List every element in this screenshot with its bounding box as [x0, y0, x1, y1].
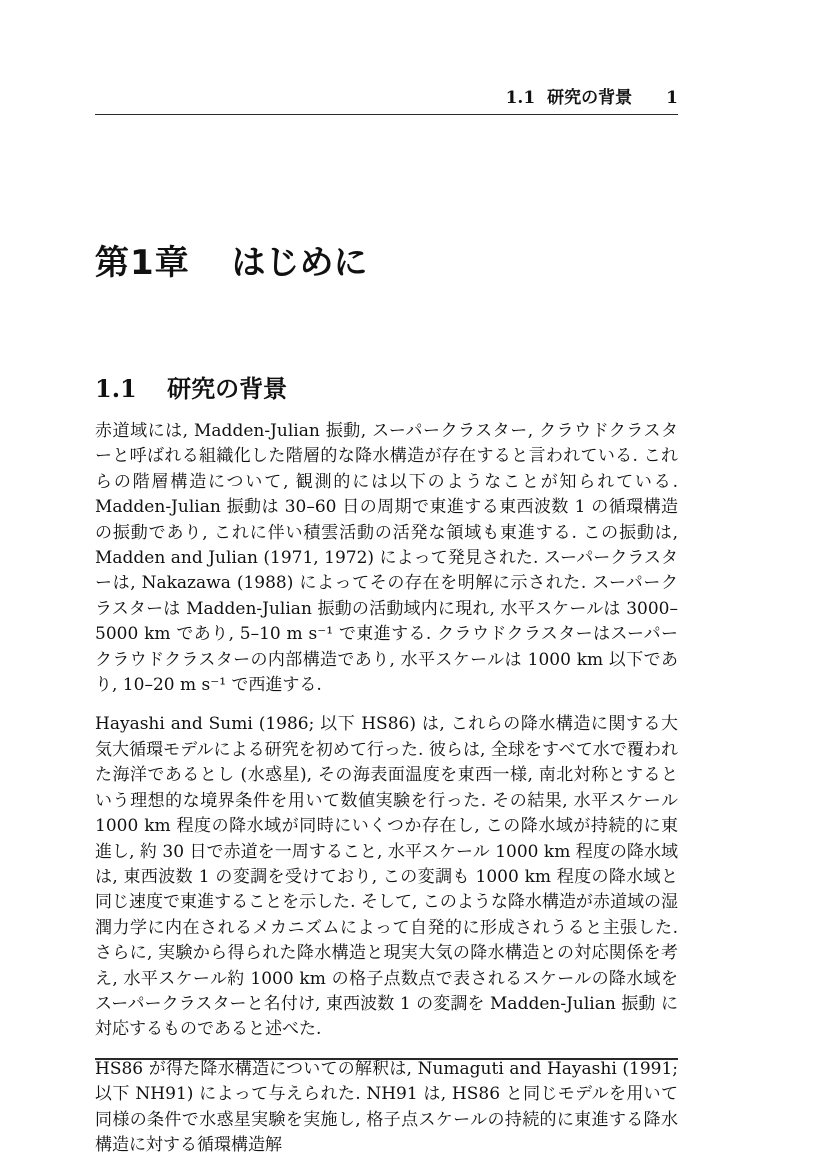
running-header-section-number: 1.1: [505, 88, 536, 108]
paragraph-1: 赤道域には, Madden-Julian 振動, スーパークラスター, クラウドクラスターと呼ばれる組織化した階層的な降水構造が存在すると言われている. これらの階層構造について, 観測的には以下のようなことが知られている. Madden-Julian 振動は 30–60 日の周期で東進する東西波数 1 の循環構造の振動であり, これに伴い積雲活動の活発な領域も東進する. この振動は, Madden and Julian (1971, 1972) によって発見された. スーパークラスターは, Nakazawa (1988) によってその存在を明解に示された. スーパークラスターは Madden-Julian 振動の活動域内に現れ, 水平スケールは 3000–5000 km であり, 5–10 m s⁻¹ で東進する. クラウドクラスターはスーパークラウドクラスターの内部構造であり, 水平スケールは 1000 km 以下であり, 10–20 m s⁻¹ で西進する.: [95, 421, 678, 696]
chapter-label: 第1章: [95, 242, 190, 283]
running-header-section-title: 研究の背景: [547, 88, 633, 108]
section-title: 研究の背景: [167, 374, 288, 403]
paragraph-3: HS86 が得た降水構造についての解釈は, Numaguti and Hayashi (1991; 以下 NH91) によって与えられた. NH91 は, HS86 と同じモデルを用いて同様の条件で水惑星実験を実施し, 格子点スケールの持続的に東進する降水構造に対する循環構造解: [95, 1058, 678, 1155]
paragraph-2: Hayashi and Sumi (1986; 以下 HS86) は, これらの降水構造に関する大気大循環モデルによる研究を初めて行った. 彼らは, 全球をすべて水で覆われた海洋であるとし (水惑星), その海表面温度を東西一様, 南北対称とするという理想的な境界条件を用いて数値実験を行った. その結果, 水平スケール 1000 km 程度の降水域が同時にいくつか存在し, この降水域が持続的に東進し, 約 30 日で赤道を一周すること, 水平スケール 1000 km 程度の降水域は, 東西波数 1 の変調を受けており, この変調も 1000 km 程度の降水域と同じ速度で東進することを示した. そして, このような降水構造が赤道域の湿潤力学に内在されるメカニズムによって自発的に形成されうると主張した. さらに, 実験から得られた降水構造と現実大気の降水構造との対応関係を考え, 水平スケール約 1000 km の格子点数点で表されるスケールの降水域をスーパークラスターと名付け, 東西波数 1 の変調を Madden-Julian 振動 に対応するものであると述べた.: [95, 714, 678, 1040]
chapter-heading: [95, 242, 678, 284]
body-text: [95, 419, 678, 1169]
footer-rule: [95, 1058, 678, 1060]
running-header: [95, 86, 678, 110]
chapter-title: はじめに: [231, 242, 368, 283]
page-number: 1: [666, 88, 678, 108]
header-rule: [95, 114, 678, 115]
section-number: 1.1: [95, 373, 137, 403]
section-heading: [95, 373, 678, 405]
